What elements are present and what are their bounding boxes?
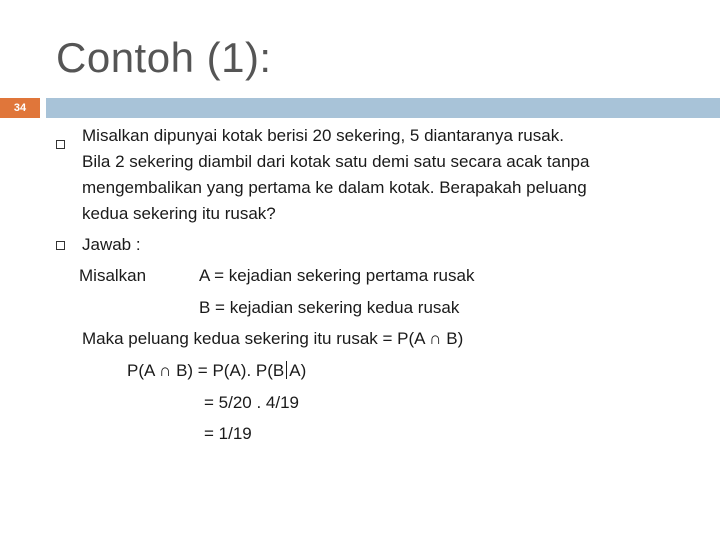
problem-line: Bila 2 sekering diambil dari kotak satu demi satu secara acak tanpa <box>82 152 590 171</box>
problem-statement <box>82 123 702 227</box>
conditional-formula <box>127 358 306 384</box>
formula-right: A) <box>289 361 307 380</box>
event-a-definition: A = kejadian sekering pertama rusak <box>199 266 475 285</box>
problem-line: kedua sekering itu rusak? <box>82 204 276 223</box>
answer-label: Jawab : <box>82 235 141 254</box>
formula-left: P(A ∩ B) = P(A). P(B <box>127 361 285 380</box>
title-divider-bar <box>46 98 720 118</box>
result-value: = 1/19 <box>204 424 252 443</box>
slide-number: 34 <box>0 98 40 118</box>
maka-statement: Maka peluang kedua sekering itu rusak = P(A ∩ B) <box>82 329 464 348</box>
problem-line: Misalkan dipunyai kotak berisi 20 sekering, 5 diantaranya rusak. <box>82 126 564 145</box>
square-bullet-icon <box>56 140 65 149</box>
square-bullet-icon <box>56 241 65 250</box>
calculation-step: = 5/20 . 4/19 <box>204 393 299 412</box>
conditional-bar-icon <box>286 361 287 379</box>
slide-title: Contoh (1): <box>56 34 272 81</box>
problem-line: mengembalikan yang pertama ke dalam kotak. Berapakah peluang <box>82 178 587 197</box>
event-b-definition: B = kejadian sekering kedua rusak <box>199 298 460 317</box>
misalkan-label: Misalkan <box>79 266 147 285</box>
